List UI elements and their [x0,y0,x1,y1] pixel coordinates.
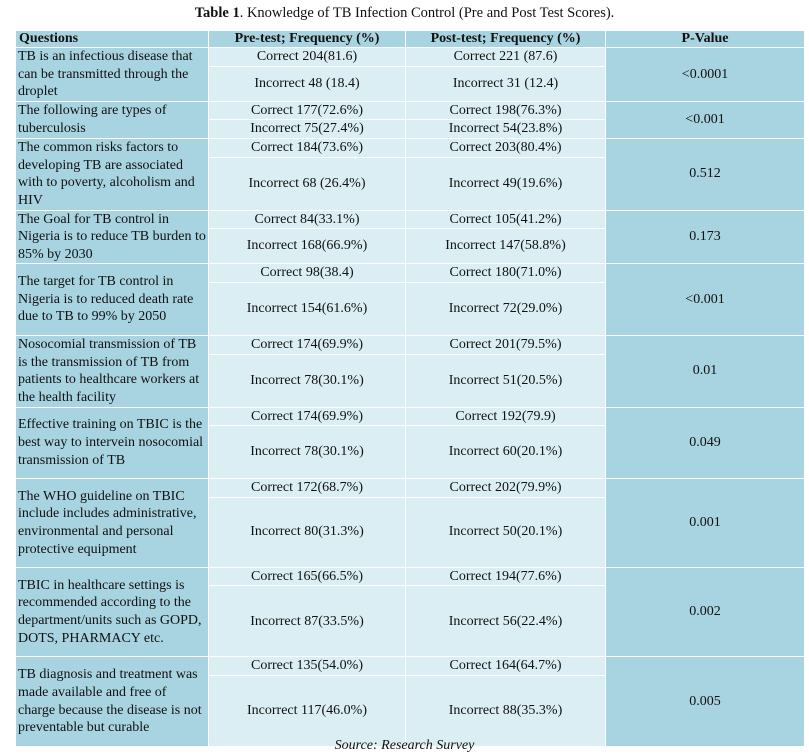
header-p-value: P-Value [606,31,805,48]
p-value-cell: 0.005 [606,657,805,747]
question-cell: The following are types of tuberculosis [16,101,209,138]
header-post-test: Post-test; Frequency (%) [406,31,606,48]
header-row [16,31,805,48]
table-row [16,479,805,498]
pre-incorrect-cell: Incorrect 168(66.9%) [209,229,406,264]
post-incorrect-cell: Incorrect 50(20.1%) [406,497,606,567]
p-value-cell: 0.173 [606,210,805,264]
table-caption [0,4,809,22]
post-incorrect-cell: Incorrect 54(23.8%) [406,120,606,139]
question-cell: Nosocomial transmission of TB is the transmission of TB from patients to healthcare workers at the health facility [16,335,209,407]
knowledge-table [15,30,805,747]
pre-correct-cell: Correct 135(54.0%) [209,657,406,676]
pre-correct-cell: Correct 172(68.7%) [209,479,406,498]
question-cell: The WHO guideline on TBIC include includes administrative, environmental and personal protective equipment [16,479,209,568]
pre-correct-cell: Correct 177(72.6%) [209,101,406,120]
table-row [16,657,805,676]
table-row [16,335,805,354]
post-correct-cell: Correct 164(64.7%) [406,657,606,676]
question-cell: The target for TB control in Nigeria is to reduced death rate due to TB to 99% by 2050 [16,264,209,336]
pre-incorrect-cell: Incorrect 68 (26.4%) [209,157,406,210]
pre-incorrect-cell: Incorrect 80(31.3%) [209,497,406,567]
source-note: Source: Research Survey [334,738,475,753]
post-incorrect-cell: Incorrect 60(20.1%) [406,426,606,479]
question-cell: TBIC in healthcare settings is recommended according to the department/units such as GOPD, DOTS, PHARMACY etc. [16,567,209,657]
post-correct-cell: Correct 180(71.0%) [406,264,606,283]
p-value-cell: 0.049 [606,407,805,479]
pre-incorrect-cell: Incorrect 154(61.6%) [209,282,406,335]
post-incorrect-cell: Incorrect 49(19.6%) [406,157,606,210]
pre-correct-cell: Correct 84(33.1%) [209,210,406,229]
post-correct-cell: Correct 198(76.3%) [406,101,606,120]
table-row [16,210,805,229]
post-incorrect-cell: Incorrect 31 (12.4) [406,66,606,101]
post-correct-cell: Correct 192(79.9) [406,407,606,426]
table-caption-label: Table 1 [194,5,240,21]
pre-incorrect-cell: Incorrect 117(46.0%) [209,675,406,746]
post-correct-cell: Correct 203(80.4%) [406,138,606,157]
pre-correct-cell: Correct 165(66.5%) [209,567,406,586]
post-correct-cell: Correct 221 (87.6) [406,48,606,67]
pre-correct-cell: Correct 174(69.9%) [209,335,406,354]
header-questions: Questions [16,31,209,48]
pre-correct-cell: Correct 174(69.9%) [209,407,406,426]
table-row [16,101,805,120]
p-value-cell: <0.001 [606,101,805,138]
p-value-cell: 0.002 [606,567,805,657]
pre-incorrect-cell: Incorrect 87(33.5%) [209,586,406,657]
table-row [16,48,805,67]
p-value-cell: 0.01 [606,335,805,407]
pre-incorrect-cell: Incorrect 75(27.4%) [209,120,406,139]
table-row [16,567,805,586]
post-correct-cell: Correct 194(77.6%) [406,567,606,586]
p-value-cell: 0.512 [606,138,805,210]
pre-incorrect-cell: Incorrect 48 (18.4) [209,66,406,101]
post-correct-cell: Correct 201(79.5%) [406,335,606,354]
p-value-cell: 0.001 [606,479,805,568]
pre-correct-cell: Correct 204(81.6) [209,48,406,67]
header-pre-test: Pre-test; Frequency (%) [209,31,406,48]
question-cell: TB is an infectious disease that can be transmitted through the droplet [16,48,209,102]
question-cell: TB diagnosis and treatment was made available and free of charge because the disease is not preventable but curable [16,657,209,747]
table-caption-text: . Knowledge of TB Infection Control (Pre and Post Test Scores). [239,5,615,21]
post-correct-cell: Correct 105(41.2%) [406,210,606,229]
p-value-cell: <0.001 [606,264,805,336]
post-incorrect-cell: Incorrect 147(58.8%) [406,229,606,264]
table-body [16,48,805,747]
post-correct-cell: Correct 202(79.9%) [406,479,606,498]
pre-correct-cell: Correct 184(73.6%) [209,138,406,157]
post-incorrect-cell: Incorrect 88(35.3%) [406,675,606,746]
pre-incorrect-cell: Incorrect 78(30.1%) [209,354,406,407]
question-cell: The Goal for TB control in Nigeria is to reduce TB burden to 85% by 2030 [16,210,209,264]
post-incorrect-cell: Incorrect 72(29.0%) [406,282,606,335]
post-incorrect-cell: Incorrect 51(20.5%) [406,354,606,407]
table-row [16,138,805,157]
post-incorrect-cell: Incorrect 56(22.4%) [406,586,606,657]
question-cell: The common risks factors to developing TB are associated with to poverty, alcoholism and HIV [16,138,209,210]
pre-correct-cell: Correct 98(38.4) [209,264,406,283]
question-cell: Effective training on TBIC is the best way to intervein nosocomial transmission of TB [16,407,209,479]
p-value-cell: <0.0001 [606,48,805,102]
table-row [16,407,805,426]
table-row [16,264,805,283]
pre-incorrect-cell: Incorrect 78(30.1%) [209,426,406,479]
